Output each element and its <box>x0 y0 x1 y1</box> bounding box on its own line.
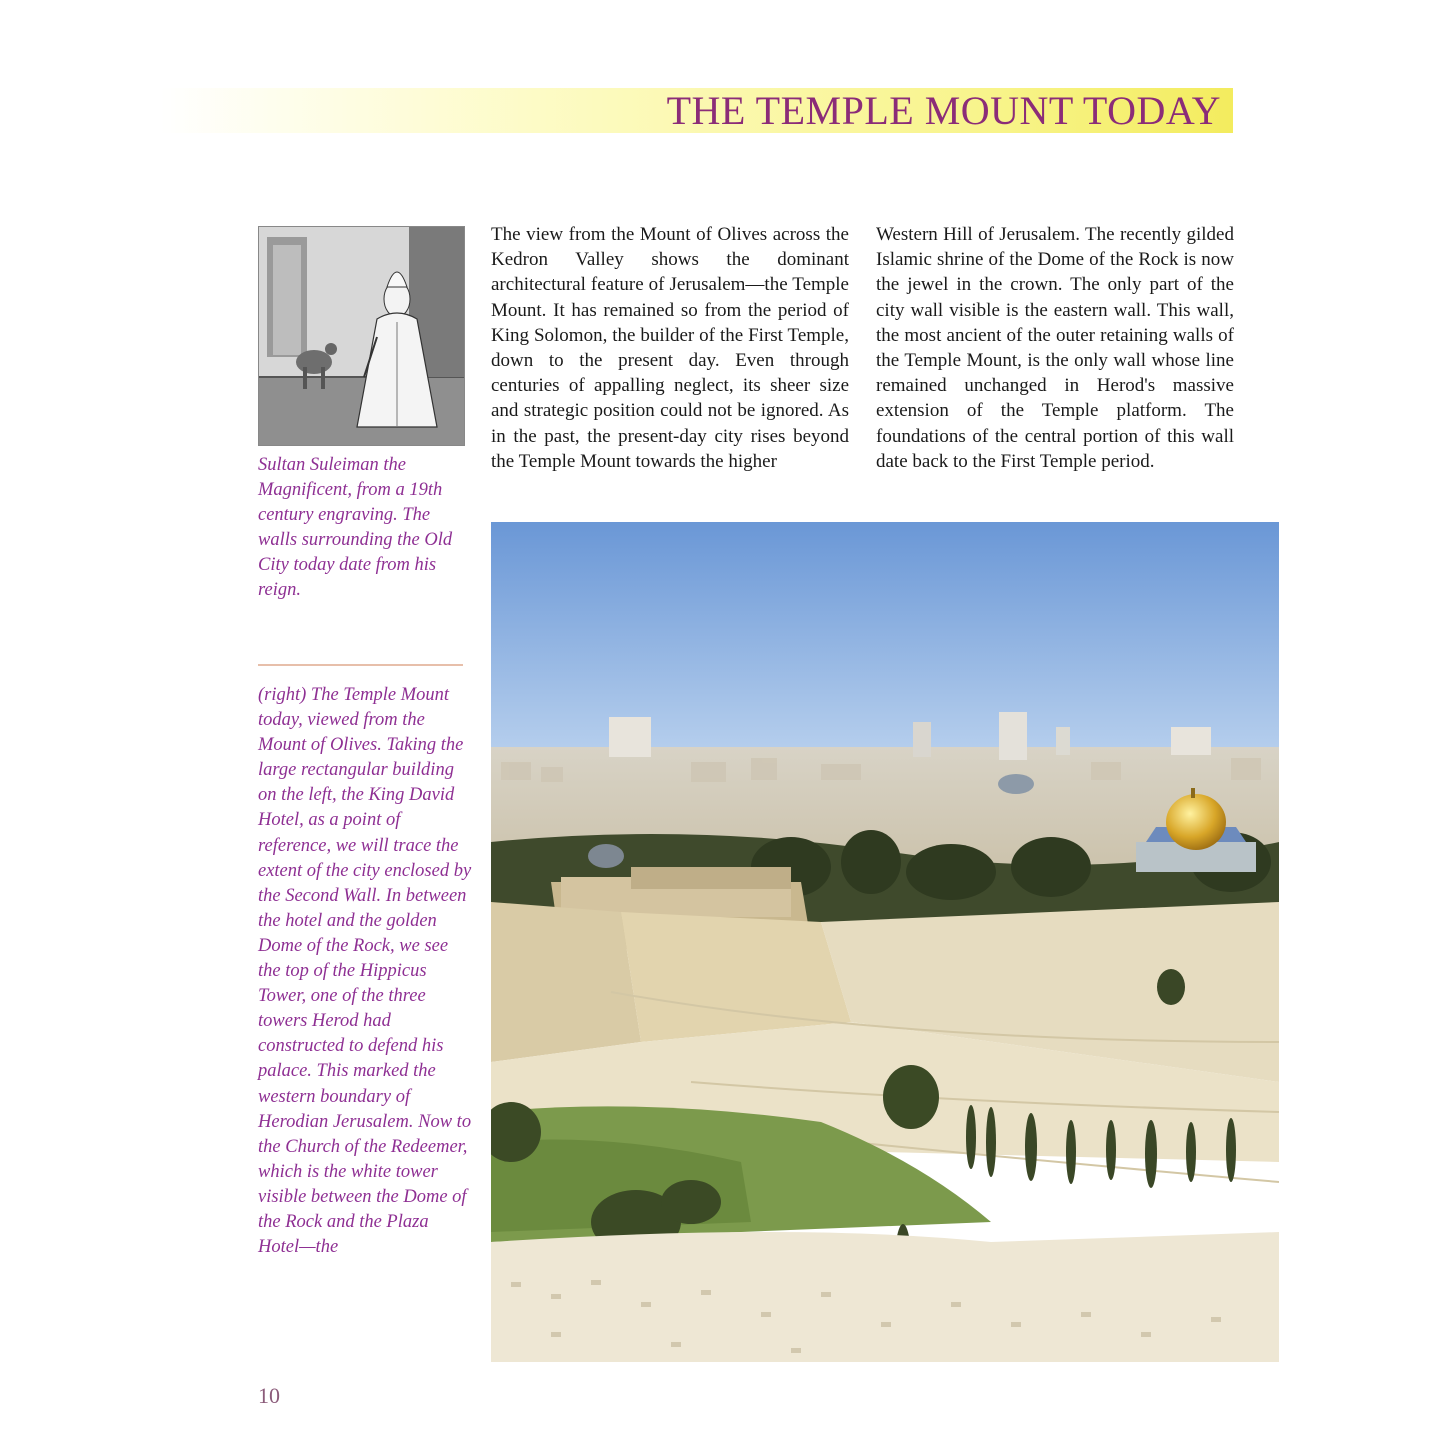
article-column-2-text: Western Hill of Jerusalem. The recently gilded Islamic shrine of the Dome of the Rock is now the jewel in the crown. The only part of the city wall visible is the eastern wall. This wall, the most ancient of the outer retaining walls of the Temple Mount, is the only wall whose line remained unchanged in Herod's massive extension of the Temple platform. The foundations of the central portion of this wall date back to the First Temple period. <box>876 224 1234 472</box>
photo-caption <box>258 683 473 1260</box>
engraving-caption <box>258 453 473 604</box>
caption-divider <box>258 664 463 666</box>
title-band <box>160 88 1233 133</box>
engraving-caption-text: Sultan Suleiman the Magnificent, from a 19th century engraving. The walls surrounding the Old City today date from his reign. <box>258 455 453 601</box>
article-column-2 <box>876 222 1234 474</box>
page-number: 10 <box>258 1383 280 1408</box>
article-column-1 <box>491 222 849 474</box>
temple-mount-photo <box>491 522 1279 1362</box>
article-column-1-text: The view from the Mount of Olives across the Kedron Valley shows the dominant architectural feature of Jerusalem—the Temple Mount. It has remained so from the period of King Solomon, the builder of the First Temple, down to the present day. Even through centuries of appalling neglect, its sheer size and strategic position could not be ignored. As in the past, the present-day city rises beyond the Temple Mount towards the higher <box>491 224 849 472</box>
photo-caption-text: (right) The Temple Mount today, viewed from the Mount of Olives. Taking the large rectangular building on the left, the King David Hotel, as a point of reference, we will trace the extent of the city enclosed by the Second Wall. In between the hotel and the golden Dome of the Rock, we see the top of the Hippicus Tower, one of the three towers Herod had constructed to defend his palace. This marked the western boundary of Herodian Jerusalem. Now to the Church of the Redeemer, which is the white tower visible between the Dome of the Rock and the Plaza Hotel—the <box>258 685 472 1258</box>
page-title: THE TEMPLE MOUNT TODAY <box>666 88 1221 133</box>
sultan-engraving-image <box>258 226 465 446</box>
